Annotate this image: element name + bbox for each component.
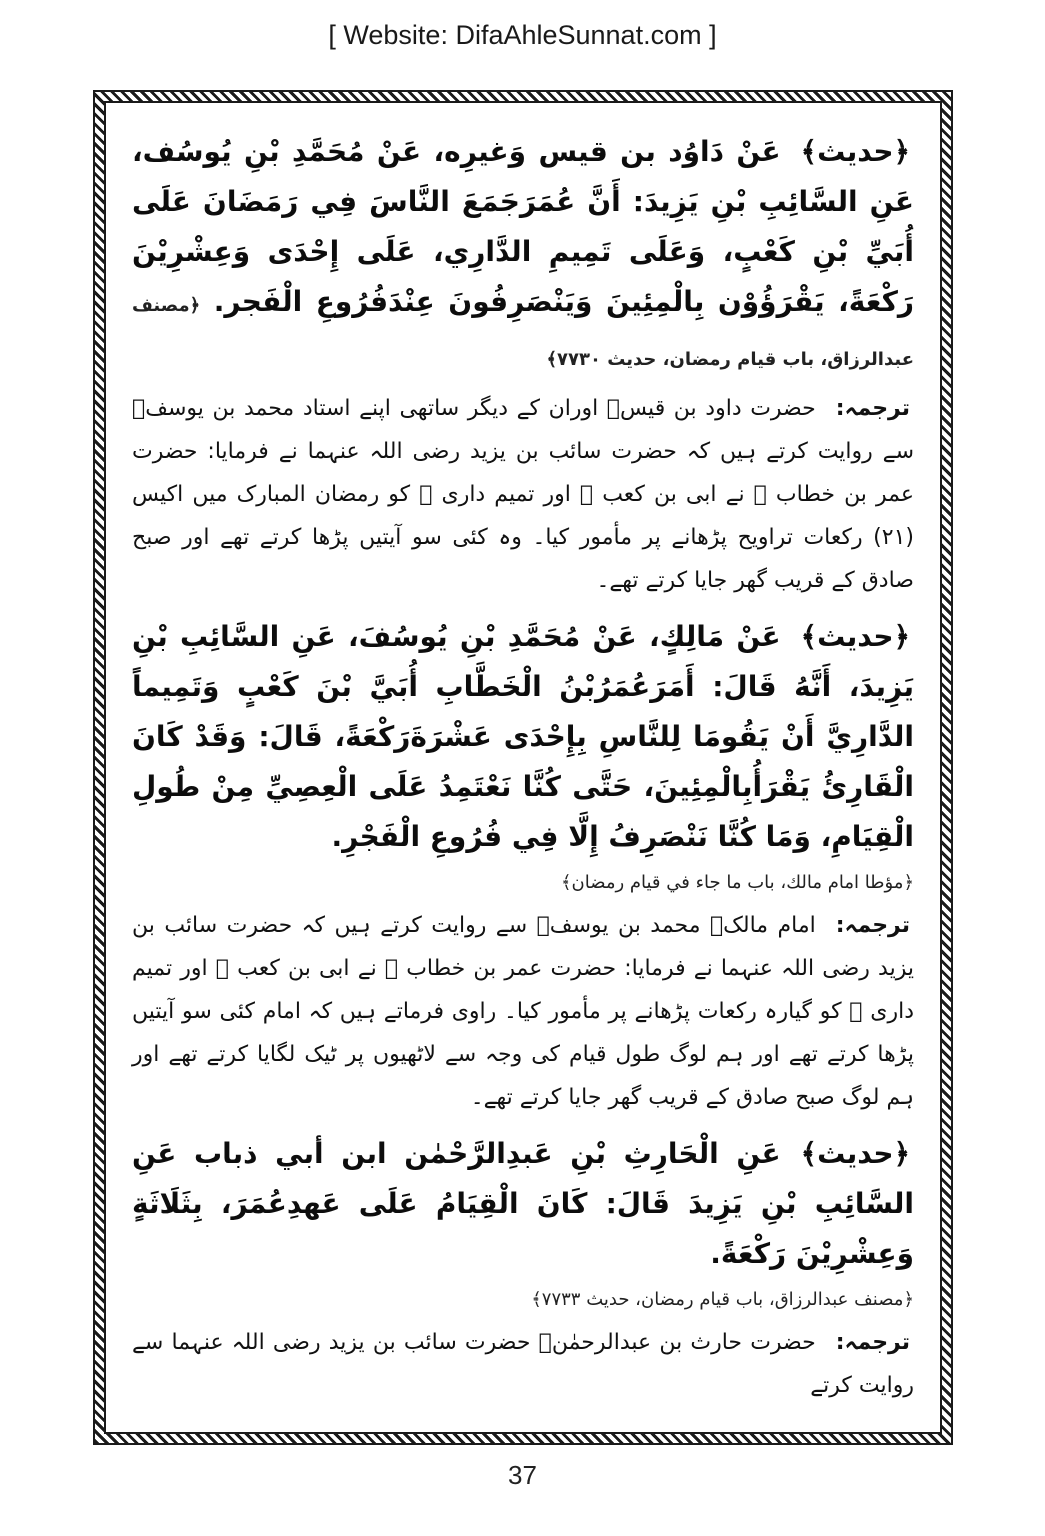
hadith-3-text: عَنِ الْحَارِثِ بْنِ عَبدِالرَّحْمٰن ابن أبي ذباب عَنِ السَّائِبِ بْنِ يَزِيدَ قَالَ: كَانَ الْقِيَامُ عَلَى عَهدِعُمَرَ، بِثَلَاثَةٍ وَعِشْرِيْنَ رَكْعَةً. bbox=[132, 1137, 914, 1270]
hadith-3-arabic bbox=[132, 1129, 914, 1279]
hadith-label: ﴿حديث﴾ bbox=[800, 1137, 910, 1170]
hadith-1-arabic bbox=[132, 127, 914, 385]
translation-2 bbox=[132, 904, 914, 1119]
decorative-page-border bbox=[93, 90, 953, 1445]
hadith-1-text: عَنْ دَاوُد بن قيس وَغيرِه، عَنْ مُحَمَّدِ بْنِ يُوسُف، عَنِ السَّائِبِ بْنِ يَزِيدَ: أَنَّ عُمَرَجَمَعَ النَّاسَ فِي رَمَضَانَ عَلَى أُبَيِّ بْنِ كَعْبٍ، وَعَلَى تَمِيمِ الدَّارِي، عَلَى إِحْدَى وَعِشْرِيْنَ رَكْعَةً، يَقْرَؤُوْن بِالْمِئِينَ وَيَنْصَرِفُونَ عِنْدَفُرُوعِ الْفَجر. bbox=[132, 135, 914, 318]
hadith-label: ﴿حديث﴾ bbox=[800, 620, 910, 653]
translation-1-text: حضرت داود بن قیسؒ اوران کے دیگر ساتھی اپنے استاد محمد بن یوسفؒ سے روایت کرتے ہیں کہ حضرت سائب بن یزید رضی اللہ عنہما نے فرمایا: حضرت عمر بن خطاب ﷛ نے ابی بن کعب ﷛ اور تمیم داری ﷛ کو رمضان المبارک میں اکیس (۲۱) رکعات تراویح پڑھانے پر مأمور کیا۔ وہ کئی سو آیتیں پڑھا کرتے تھے اور صبح صادق کے قریب گھر جایا کرتے تھے۔ bbox=[132, 396, 914, 593]
hadith-3-source: ﴿مصنف عبدالرزاق، باب قيام رمضان، حديث ٧٧٣٣﴾ bbox=[531, 1289, 914, 1310]
translation-2-text: امام مالکؒ محمد بن یوسفؒ سے روایت کرتے ہیں کہ حضرت سائب بن یزید رضی اللہ عنہما نے فرمایا: حضرت عمر بن خطاب ﷛ نے ابی بن کعب ﷛ اور تمیم داری ﷛ کو گیارہ رکعات پڑھانے پر مأمور کیا۔ راوی فرماتے ہیں کہ امام کئی سو آیتیں پڑھا کرتے تھے اور ہم لوگ طول قیام کی وجہ سے لاٹھیوں پر ٹیک لگایا کرتے تھے اور ہم لوگ صبح صادق کے قریب گھر جایا کرتے تھے۔ bbox=[132, 913, 914, 1110]
hadith-label: ﴿حديث﴾ bbox=[800, 135, 910, 168]
page-content bbox=[104, 101, 942, 1434]
hadith-1-source: ﴿مصنف عبدالرزاق، باب قيام رمضان، حديث ٧٧٣٠﴾ bbox=[132, 295, 914, 370]
website-banner: [ Website: DifaAhleSunnat.com ] bbox=[328, 20, 717, 50]
page-number: 37 bbox=[508, 1460, 537, 1490]
hadith-2-arabic bbox=[132, 612, 914, 862]
hadith-2-source: ﴿مؤطا امام مالك، باب ما جاء في قيام رمضان﴾ bbox=[560, 872, 914, 893]
translation-label: ترجمہ: bbox=[835, 1330, 910, 1355]
translation-3-text: حضرت حارث بن عبدالرحمٰنؒ حضرت سائب بن یزید رضی اللہ عنہما سے روایت کرتے bbox=[132, 1330, 914, 1398]
translation-1 bbox=[132, 387, 914, 602]
translation-label: ترجمہ: bbox=[835, 396, 910, 421]
hadith-2-text: عَنْ مَالِكٍ، عَنْ مُحَمَّدِ بْنِ يُوسُفَ، عَنِ السَّائِبِ بْنِ يَزِيدَ، أَنَّهُ قَالَ: أَمَرَعُمَرُبْنُ الْخَطَّابِ أُبَيَّ بْنَ كَعْبٍ وَتَمِيماً الدَّارِيَّ أَنْ يَقُومَا لِلنَّاسِ بِإِحْدَى عَشْرَةَرَكْعَةً، قَالَ: وَقَدْ كَانَ الْقَارِئُ يَقْرَأُبِالْمِئِينَ، حَتَّى كُنَّا نَعْتَمِدُ عَلَى الْعِصِيِّ مِنْ طُولِ الْقِيَامِ، وَمَا كُنَّا نَنْصَرِفُ إِلَّا فِي فُرُوعِ الْفَجْرِ. bbox=[132, 620, 914, 853]
translation-label: ترجمہ: bbox=[835, 913, 910, 938]
translation-3 bbox=[132, 1321, 914, 1407]
